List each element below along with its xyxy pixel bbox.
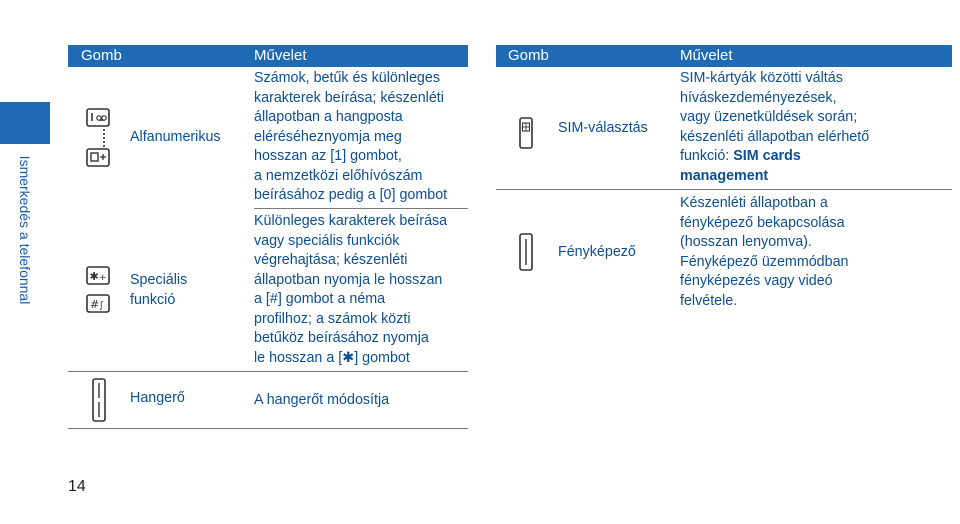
- page-number: 14: [68, 478, 86, 495]
- side-tab-label: Ismerkedés a telefonnal: [17, 155, 33, 305]
- key-name-camera: Fényképező: [558, 244, 636, 260]
- left-header-key: Gomb: [81, 47, 122, 64]
- svg-text:#: #: [90, 298, 100, 311]
- left-header-action: Művelet: [254, 47, 307, 64]
- action-camera: Készenléti állapotban a fényképező bekapcsolása (hosszan lenyomva). Fényképező üzemmódban fényképezés vagy videó felvétele.: [680, 195, 849, 309]
- left-table-header: [68, 45, 468, 67]
- action-volume: A hangerőt módosítja: [254, 392, 390, 408]
- action-alphanumeric: Számok, betűk és különleges karakterek beírása; készenléti állapotban a hangposta eléréséheznyomja meg hosszan az [1] gombot, a nemzetközi előhívószám beírásához pedig a [0] gombot: [254, 70, 448, 203]
- row-divider: [254, 208, 468, 209]
- key-name-special-function: Speciális funkció: [130, 272, 188, 308]
- right-table-header: [496, 45, 952, 67]
- svg-text:+: +: [99, 273, 107, 283]
- side-tab-marker: [0, 102, 50, 144]
- menu-name-management: management: [680, 167, 769, 184]
- key-name-alphanumeric: Alfanumerikus: [130, 129, 221, 145]
- table-bottom-rule: [68, 428, 468, 429]
- right-header-action: Művelet: [680, 47, 733, 64]
- alphanumeric-keys-icon: [86, 108, 110, 168]
- action-special-function: Különleges karakterek beírása vagy speciális funkciók végrehajtása; készenléti állapotban nyomja le hosszan a [#] gombot a néma profilhoz; a számok közti betűköz beírásához nyomja le hosszan a [✱] gombot: [254, 213, 448, 366]
- action-sim-select: SIM-kártyák közötti váltás híváskezdeményezések, vagy üzenetküldések során; készenléti állapotban elérhető funkció: SIM cards management: [680, 70, 870, 184]
- special-function-keys-icon: [86, 266, 110, 314]
- key-name-volume: Hangerő: [130, 390, 185, 406]
- volume-key-icon: [92, 378, 106, 422]
- row-divider: [68, 371, 468, 372]
- menu-name-sim-cards: SIM cards: [733, 148, 801, 164]
- camera-key-icon: [519, 233, 533, 271]
- row-divider: [496, 189, 952, 190]
- svg-text:ʃ: ʃ: [100, 301, 104, 311]
- key-name-sim-select: SIM-választás: [558, 120, 648, 136]
- svg-text:✱: ✱: [89, 270, 99, 283]
- right-header-key: Gomb: [508, 47, 549, 64]
- sim-select-key-icon: [519, 117, 533, 149]
